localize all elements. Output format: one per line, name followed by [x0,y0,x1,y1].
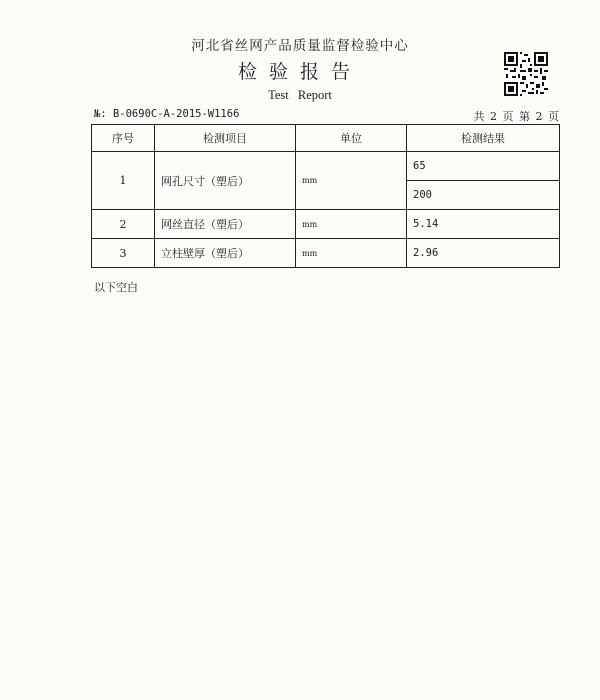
page-indicator: 共 2 页 第 2 页 [473,110,560,123]
row-result: 2.96 [407,239,560,268]
qr-code-icon [504,52,548,96]
row-no: 2 [92,210,155,239]
row-item: 网丝直径（塑后） [155,210,296,239]
row-unit: mm [296,152,407,210]
row-unit: mm [296,239,407,268]
blank-below-note: 以下空白 [94,281,138,294]
header-result: 检测结果 [407,125,560,152]
row-no: 1 [92,152,155,210]
results-table [91,124,560,268]
header-item: 检测项目 [155,125,296,152]
row-result: 65 [407,152,560,181]
table-header-row [92,125,560,152]
row-no: 3 [92,239,155,268]
row-result: 5.14 [407,210,560,239]
row-item: 立柱壁厚（塑后） [155,239,296,268]
table-row [92,210,560,239]
report-meta [94,108,560,124]
table-row [92,239,560,268]
report-number: №: B-0690C-A-2015-W1166 [94,108,240,120]
row-item: 网孔尺寸（塑后） [155,152,296,210]
row-unit: mm [296,210,407,239]
header-unit: 单位 [296,125,407,152]
table-row [92,152,560,181]
organization-name: 河北省丝网产品质量监督检验中心 [191,38,409,54]
report-title: 检验报告 [237,61,362,83]
report-title-en: Test Report [268,88,332,102]
header-no: 序号 [92,125,155,152]
row-result: 200 [407,181,560,210]
